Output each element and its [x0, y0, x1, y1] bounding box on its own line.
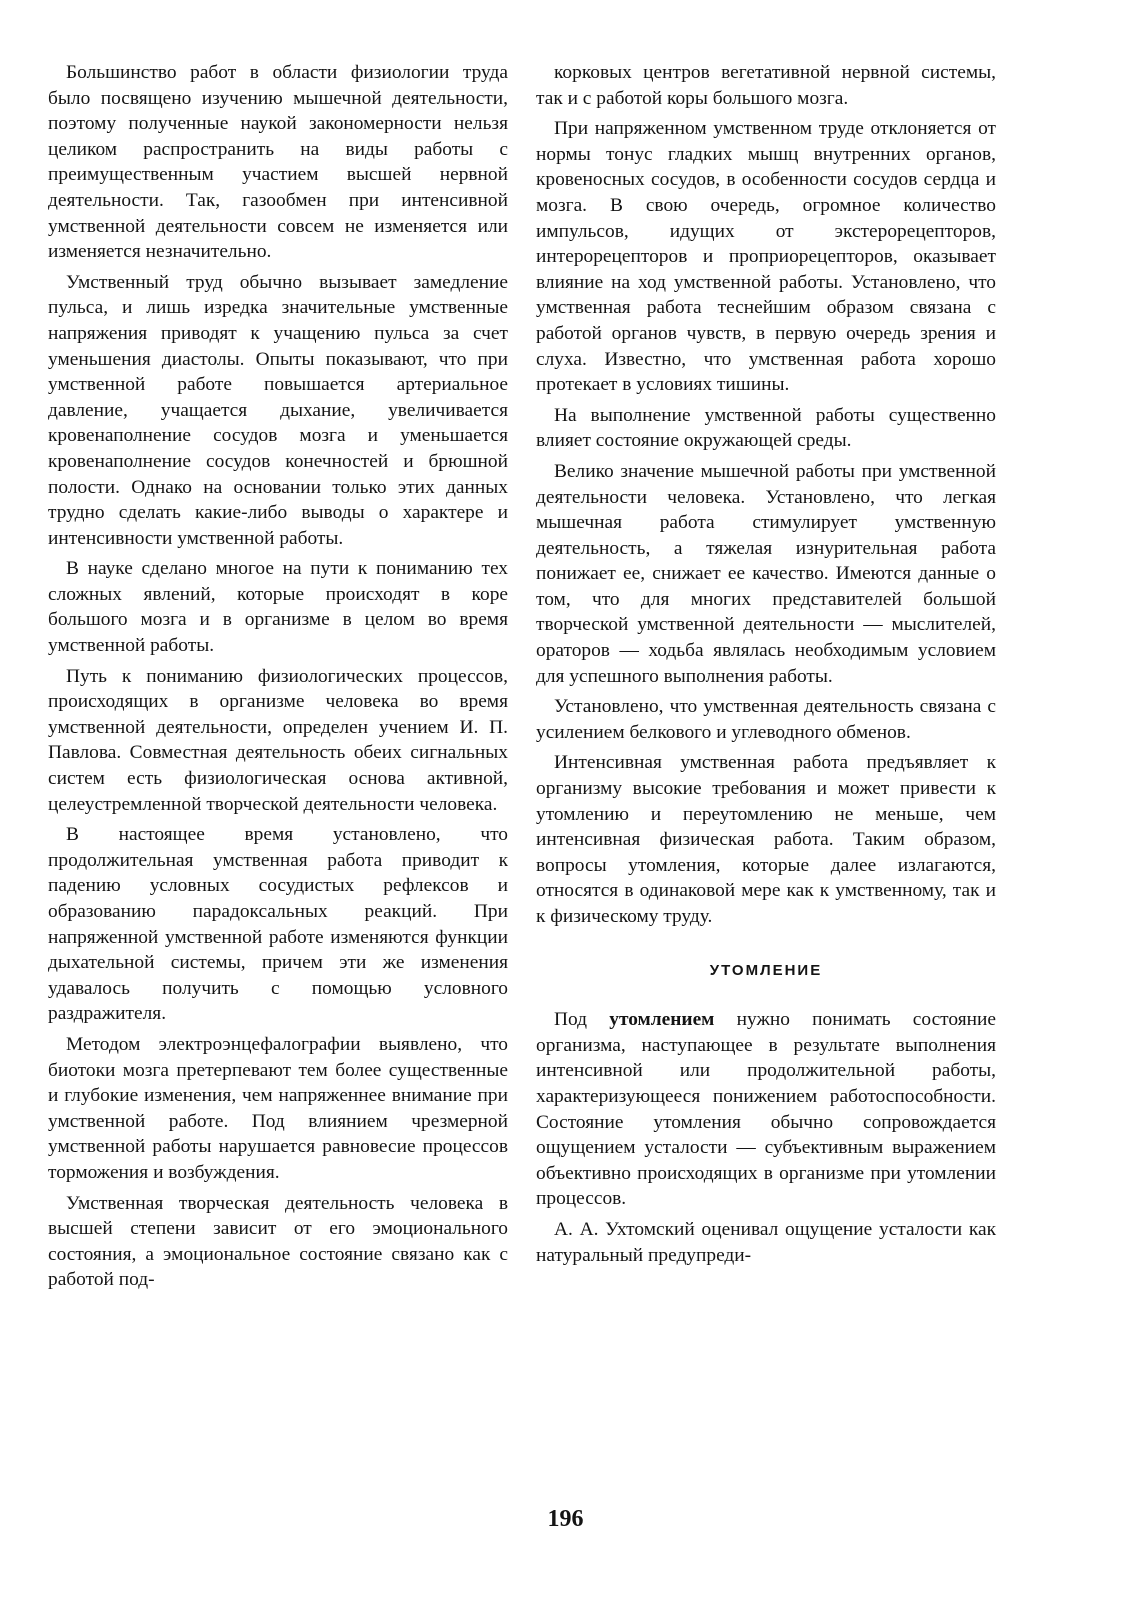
- paragraph: На выполнение умственной работы существенно влияет состояние окружающей среды.: [536, 404, 996, 452]
- section-heading: УТОМЛЕНИЕ: [709, 961, 823, 979]
- paragraph: Большинство работ в области физиологии труда было посвящено изучению мышечной деятельности, поэтому полученные наукой закономерности нельзя целиком распространить на виды работы с преимущественным участием высшей нервной деятельности. Так, газообмен при интенсивной умственной деятельности совсем не изменяется или изменяется незначительно.: [48, 62, 508, 263]
- paragraph: корковых центров вегетативной нервной системы, так и с работой коры большого мозга.: [536, 62, 996, 109]
- paragraph: В настоящее время установлено, что продолжительная умственная работа приводит к падению условных сосудистых рефлексов и образованию парадоксальных реакций. При напряженной умственной работе изменяются функции дыхательной системы, причем эти же изменения удавалось получить с помощью условного раздражителя.: [48, 824, 508, 1025]
- paragraph: Путь к пониманию физиологических процессов, происходящих в организме человека во время умственной деятельности, определен учением И. П. Павлова. Совместная деятельность обеих сигнальных систем есть физиологическая основа активной, целеустремленной творческой деятельности человека.: [48, 665, 508, 815]
- paragraph-fatigue-definition: [536, 1007, 996, 1212]
- fatigue-prefix: Под: [554, 1009, 610, 1031]
- fatigue-term: утомлением: [609, 1009, 715, 1031]
- paragraph: Умственный труд обычно вызывает замедление пульса, и лишь изредка значительные умственные напряжения приводят к учащению пульса за счет уменьшения диастолы. Опыты показывают, что при умственной работе повышается артериальное давление, учащается дыхание, увеличивается кровенаполнение сосудов мозга и уменьшается кровенаполнение сосудов конечностей и брюшной полости. Однако на основании только этих данных трудно сделать какие-либо выводы о характере и интенсивности умственной работы.: [48, 271, 508, 549]
- paragraph: Умственная творческая деятельность человека в высшей степени зависит от его эмоционального состояния, а эмоциональное состояние связано как с работой под-: [48, 1192, 508, 1291]
- paragraph: При напряженном умственном труде отклоняется от нормы тонус гладких мышц внутренних органов, кровеносных сосудов, в особенности сосудов сердца и мозга. В свою очередь, огромное количество импульсов, идущих от экстерорецепторов, интерорецепторов и проприорецепторов, оказывает влияние на ход умственной работы. Установлено, что умственная работа теснейшим образом связана с работой органов чувств, в первую очередь зрения и слуха. Известно, что умственная работа хорошо протекает в условиях тишины.: [536, 118, 996, 396]
- paragraph: Установлено, что умственная деятельность связана с усилением белкового и углеводного обменов.: [536, 696, 996, 743]
- paragraph: В науке сделано многое на пути к пониманию тех сложных явлений, которые происходят в коре большого мозга и в организме в целом во время умственной работы.: [48, 558, 508, 657]
- paragraph: Велико значение мышечной работы при умственной деятельности человека. Установлено, что легкая мышечная работа стимулирует умственную деятельность, а тяжелая изнурительная работа понижает ее, снижает ее качество. Имеются данные о том, что для многих представителей большой творческой умственной деятельности — мыслителей, ораторов — ходьба являлась необходимым условием для успешного выполнения работы.: [536, 460, 996, 687]
- paragraph: Интенсивная умственная работа предъявляет к организму высокие требования и может привести к утомлению и переутомлению не меньше, чем интенсивная физическая работа. Таким образом, вопросы утомления, которые далее излагаются, относятся в одинаковой мере как к умственному, так и к физическому труду.: [536, 752, 996, 927]
- right-column: [536, 60, 996, 1273]
- fatigue-rest: нужно понимать состояние организма, наступающее в результате выполнения интенсивной или продолжительной работы, характеризующееся понижением работоспособности. Состояние утомления обычно сопровождается ощущением усталости — субъективным выражением объективно происходящих в организме при утомлении процессов.: [536, 1009, 996, 1210]
- paragraph: Методом электроэнцефалографии выявлено, что биотоки мозга претерпевают тем более существенные и глубокие изменения, чем напряженнее внимание при умственной работе. Под влиянием чрезмерной умственной работы нарушается равновесие процессов торможения и возбуждения.: [48, 1033, 508, 1183]
- left-column: [48, 60, 508, 1298]
- paragraph: А. А. Ухтомский оценивал ощущение усталости как натуральный предупреди-: [536, 1218, 996, 1266]
- page-number: 196: [547, 1506, 584, 1532]
